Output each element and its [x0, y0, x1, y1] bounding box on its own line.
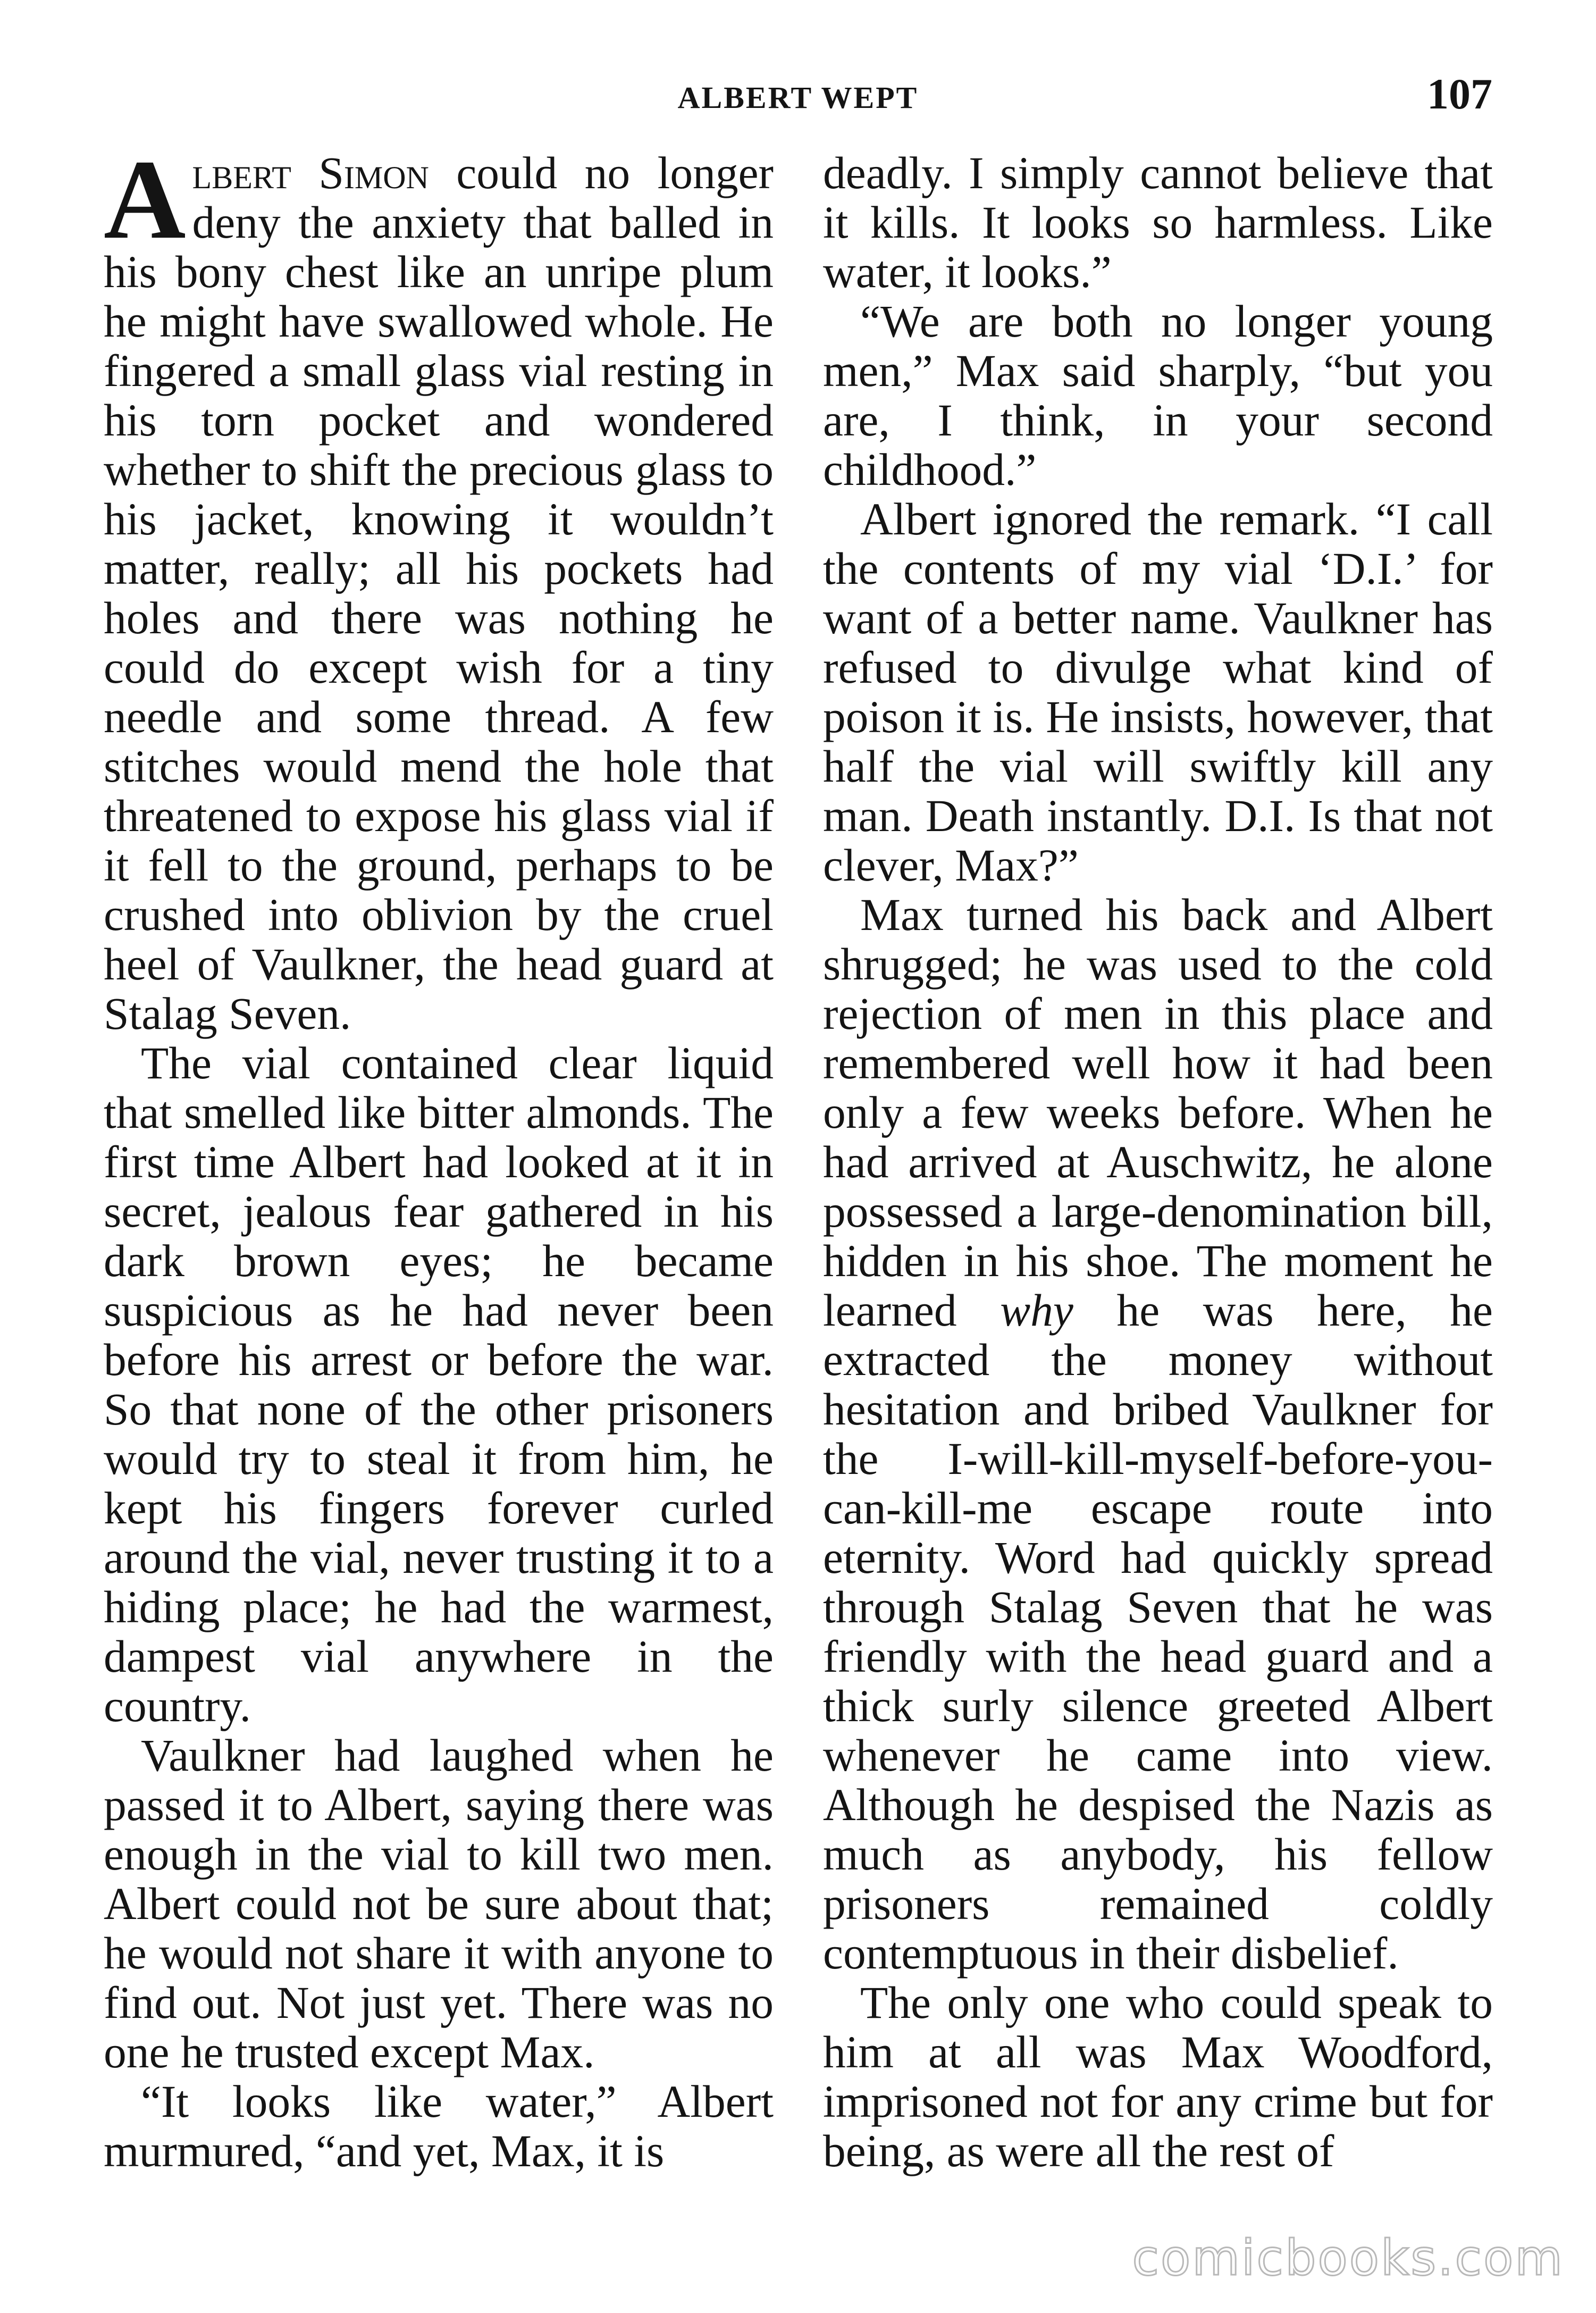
opening-smallcaps-first-name: lbert: [192, 148, 291, 198]
running-head: ALBERT WEPT: [677, 80, 919, 115]
paragraph-text-after-italic: he was here, he extracted the money without hesitation and bribed Vaulkner for the I-will-kill-myself-before-you-can-kill-me escape route into eternity. Word had quickly spread through Stalag Seven that he was friendly with the head guard and a thick surly silence greeted Albert whenever he came into view. Although he despised the Nazis as much as anybody, his fellow prisoners remained coldly contemptuous in their disbelief.: [823, 1286, 1493, 1979]
right-column: [823, 149, 1493, 2176]
paragraph-max-turned: [823, 891, 1493, 1979]
left-column: [104, 137, 774, 2176]
watermark: comicbooks.com: [1132, 2230, 1564, 2286]
paragraph-continued: deadly. I simply cannot believe that it kills. It looks so harmless. Like water, it looks.”: [823, 148, 1493, 297]
paragraph-vial: The vial contained clear liquid that smelled like bitter almonds. The first time Albert had looked at it in secret, jealous fear gathered in his dark brown eyes; he became suspicious as he had never been before his arrest or before the war. So that none of the other prisoners would try to steal it from him, he kept his fingers forever curled around the vial, never trusting it to a hiding place; he had the warmest, dampest vial anywhere in the country.: [104, 1038, 774, 1731]
opening-paragraph: [104, 137, 774, 1039]
page-number: 107: [1427, 70, 1492, 118]
paragraph-text-before-italic: Max turned his back and Albert shrugged; he was used to the cold rejection of men in this place and remembered well how it had been only a few weeks before. When he had arrived at Auschwitz, he alone possessed a large-denomination bill, hidden in his shoe. The moment he learned: [823, 890, 1493, 1336]
paragraph-looks-like-water: “It looks like water,” Albert murmured, “and yet, Max, it is: [104, 2077, 774, 2176]
opening-paragraph-text: could no longer deny the anxiety that balled in his bony chest like an unripe plum he might have swallowed whole. He fingered a small glass vial resting in his torn pocket and wondered whether to shift the precious glass to his jacket, knowing it wouldn’t matter, really; all his pockets had holes and there was nothing he could do except wish for a tiny needle and some thread. A few stitches would mend the hole that threatened to expose his glass vial if it fell to the ground, perhaps to be crushed into oblivion by the cruel heel of Vaulkner, the head guard at Stalag Seven.: [104, 148, 774, 1039]
opening-smallcaps-last-name: Simon: [318, 148, 429, 198]
drop-cap: A: [104, 137, 186, 263]
paragraph-di: Albert ignored the remark. “I call the contents of my vial ‘D.I.’ for want of a better name. Vaulkner has refused to divulge what kind of poison it is. He insists, however, that half the vial will swiftly kill any man. Death instantly. D.I. Is that not clever, Max?”: [823, 495, 1493, 891]
paragraph-max-reply: “We are both no longer young men,” Max said sharply, “but you are, I think, in your second childhood.”: [823, 297, 1493, 495]
italic-word: why: [1000, 1286, 1073, 1336]
paragraph-max-woodford: The only one who could speak to him at all was Max Woodford, imprisoned not for any crime but for being, as were all the rest of: [823, 1978, 1493, 2176]
paragraph-vaulkner-laughed: Vaulkner had laughed when he passed it to Albert, saying there was enough in the vial to kill two men. Albert could not be sure about that; he would not share it with anyone to find out. Not just yet. There was no one he trusted except Max.: [104, 1731, 774, 2077]
